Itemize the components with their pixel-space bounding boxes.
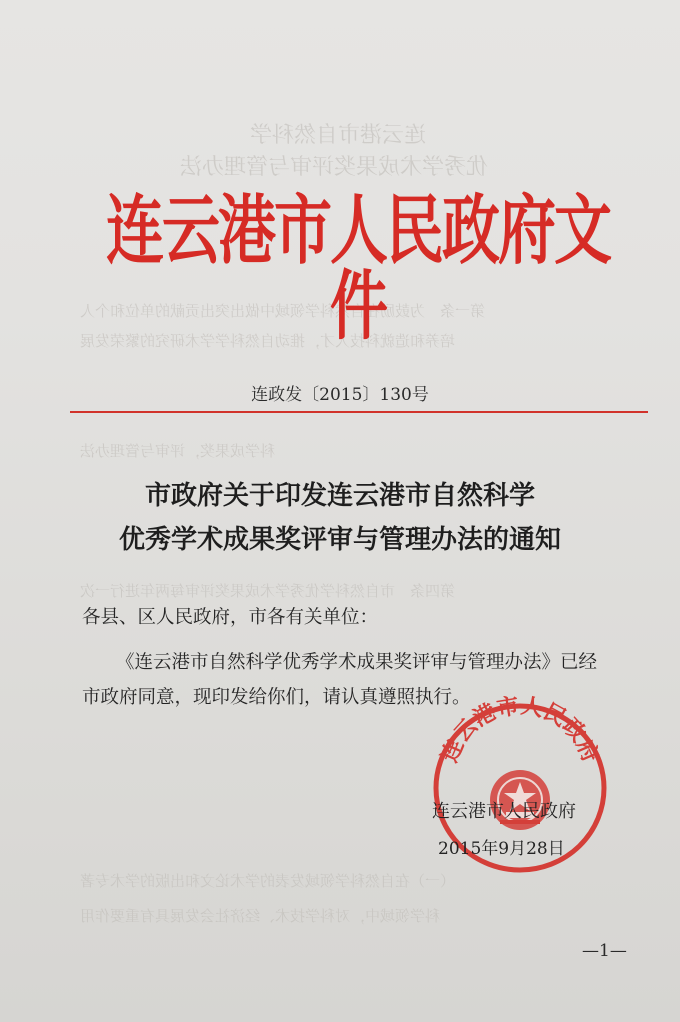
notice-title-line-2: 优秀学术成果奖评审与管理办法的通知 [118, 525, 561, 555]
body-paragraph-line-2: 市政府同意，现印发给你们，请认真遵照执行。 [82, 687, 471, 708]
bleed-through-text: 连云港市自然科学 [250, 123, 427, 148]
bleed-through-text: 培养和造就科技人才，推动自然科学学术研究的繁荣发展 [80, 332, 456, 350]
document-header-title: 连云港市人民政府文件 [105, 186, 610, 351]
bleed-through-text: 科学领域中，对科学技术、经济社会发展具有重要作用 [80, 907, 441, 925]
bleed-through-text: 第四条 市自然科学优秀学术成果奖评审每两年进行一次 [80, 582, 456, 600]
signature-organization: 连云港市人民政府 [432, 801, 576, 822]
notice-title-line-1: 市政府关于印发连云港市自然科学 [144, 481, 535, 511]
page-number: —1— [582, 941, 627, 961]
bleed-through-text: 第一条 为鼓励在自然科学领域中做出突出贡献的单位和个人 [80, 302, 486, 320]
bleed-through-text: 科学成果奖，评审与管理办法 [80, 442, 276, 460]
addressee: 各县、区人民政府，市各有关单位： [82, 607, 379, 628]
document-number: 连政发〔2015〕130号 [251, 385, 429, 405]
bleed-through-text: （一）在自然科学领域发表的学术论文和出版的学术专著 [80, 872, 456, 890]
seal-text: 连云港市人民政府 [437, 693, 603, 767]
body-paragraph-line-1: 《连云港市自然科学优秀学术成果奖评审与管理办法》已经 [116, 652, 598, 673]
red-divider-line [70, 411, 648, 413]
bleed-through-text: 优秀学术成果奖评审与管理办法 [180, 155, 489, 180]
signature-date: 2015年9月28日 [438, 839, 565, 859]
